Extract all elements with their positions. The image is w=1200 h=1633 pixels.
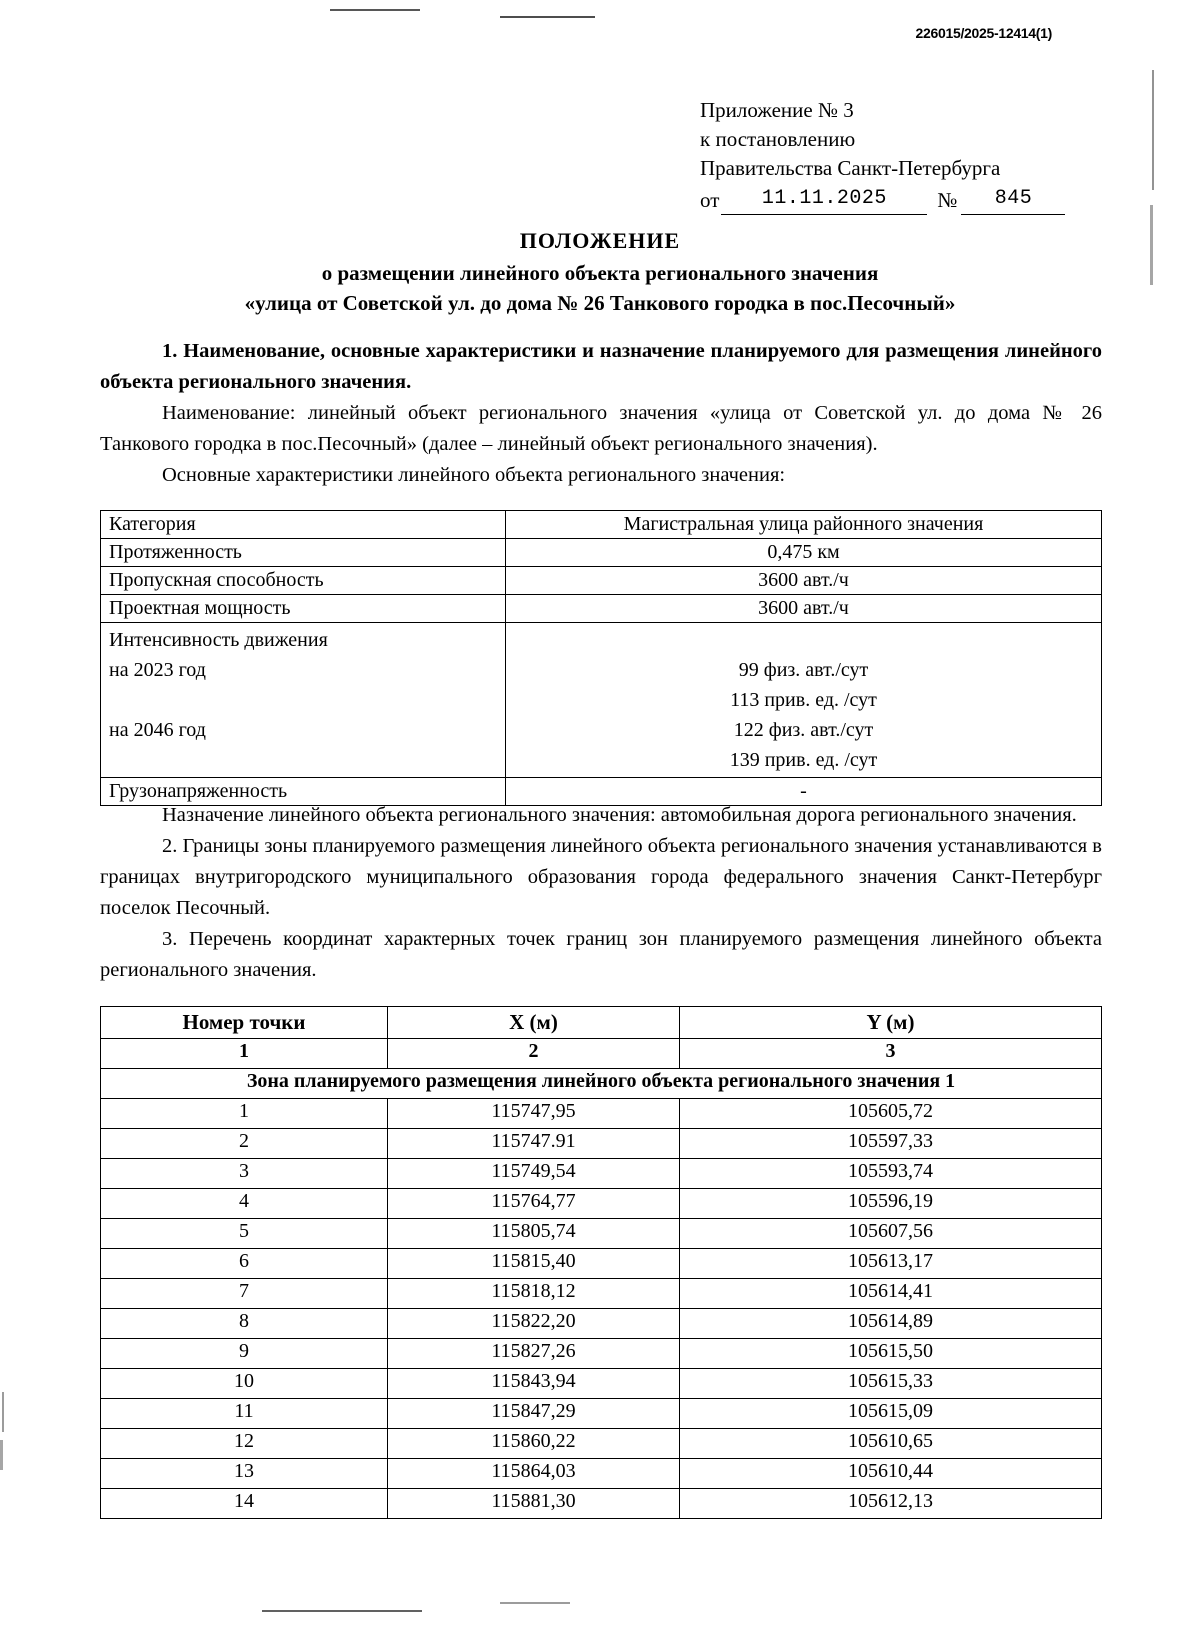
point-x: 115815,40 [388,1249,680,1279]
intensity-title: Интенсивность движения [109,629,328,651]
appendix-date-number-line [700,184,1065,215]
point-y: 105614,41 [680,1279,1102,1309]
point-number: 10 [101,1369,388,1399]
point-x: 115827,26 [388,1339,680,1369]
appendix-number-line: Приложение № 3 [700,98,854,122]
characteristic-key: Протяженность [101,539,506,567]
scan-artifact-right-upper [1152,70,1154,190]
point-number: 8 [101,1309,388,1339]
scan-artifact-left-upper [2,1392,4,1432]
characteristic-value: 3600 авт./ч [506,567,1102,595]
date-value: 11.11.2025 [721,184,927,215]
point-y: 105607,56 [680,1219,1102,1249]
column-header-y: Y (м) [680,1007,1102,1039]
date-label: от [700,188,720,212]
sections-2-3-body [100,800,1102,986]
intensity-key-cell [101,623,506,778]
point-x: 115822,20 [388,1309,680,1339]
table-row [101,1459,1102,1489]
characteristic-value: Магистральная улица районного значения [506,511,1102,539]
characteristic-value: 0,475 км [506,539,1102,567]
point-x: 115847,29 [388,1399,680,1429]
table-row [101,567,1102,595]
table-row [101,1489,1102,1519]
scan-artifact-top-center [500,16,595,18]
point-x: 115764,77 [388,1189,680,1219]
point-number: 1 [101,1099,388,1129]
point-x: 115747,95 [388,1099,680,1129]
table-row [101,1249,1102,1279]
point-number: 4 [101,1189,388,1219]
point-number: 11 [101,1399,388,1429]
title-object-name: «улица от Советской ул. до дома № 26 Танкового городка в пос.Песочный» [244,291,956,315]
point-x: 115805,74 [388,1219,680,1249]
document-title [100,228,1100,316]
point-y: 105612,13 [680,1489,1102,1519]
point-y: 105615,50 [680,1339,1102,1369]
table-row [101,1279,1102,1309]
characteristic-value: 3600 авт./ч [506,595,1102,623]
point-y: 105605,72 [680,1099,1102,1129]
point-y: 105610,44 [680,1459,1102,1489]
characteristics-table-container [100,510,1102,806]
intensity-value-cell [506,623,1102,778]
intensity-value-4: 139 прив. ед. /сут [729,749,878,771]
point-x: 115747.91 [388,1129,680,1159]
table-row [101,1399,1102,1429]
table-row [101,1309,1102,1339]
point-x: 115860,22 [388,1429,680,1459]
section-1-paragraph-2: Наименование: линейный объект регионального значения «улица от Советской ул. до дома № 26 Танкового городка в пос.Песочный» (далее – линейный объект регионального значения). [100,402,1102,455]
scan-artifact-left-lower [0,1440,3,1470]
point-number: 13 [101,1459,388,1489]
point-y: 105613,17 [680,1249,1102,1279]
column-header-point-number: Номер точки [101,1007,388,1039]
table-row [101,1219,1102,1249]
point-number: 14 [101,1489,388,1519]
section-3-paragraph: 3. Перечень координат характерных точек границ зон планируемого размещения линейного объекта регионального значения. [100,928,1102,981]
table-row [101,1099,1102,1129]
table-row [101,539,1102,567]
title-subject: о размещении линейного объекта регионального значения [321,261,879,285]
point-y: 105615,33 [680,1369,1102,1399]
intensity-year-2046: на 2046 год [109,719,206,741]
intensity-spacer [109,685,499,715]
characteristic-key: Грузонапряженность [101,778,506,806]
point-y: 105614,89 [680,1309,1102,1339]
characteristics-table [100,510,1102,806]
table-row [101,1339,1102,1369]
point-y: 105597,33 [680,1129,1102,1159]
characteristic-key: Категория [101,511,506,539]
intensity-value-3: 122 физ. авт./сут [733,719,874,741]
point-number: 3 [101,1159,388,1189]
coordinates-table-container [100,1006,1102,1519]
section-1-paragraph-1: 1. Наименование, основные характеристики и назначение планируемого для размещения линейного объекта регионального значения. [100,340,1102,393]
point-x: 115818,12 [388,1279,680,1309]
column-number-3: 3 [680,1039,1102,1069]
section-1-body [100,336,1102,491]
table-row [101,1429,1102,1459]
point-y: 105610,65 [680,1429,1102,1459]
number-label: № [937,188,958,212]
table-row [101,511,1102,539]
zone-title: Зона планируемого размещения линейного объекта регионального значения 1 [101,1069,1102,1099]
point-x: 115749,54 [388,1159,680,1189]
scan-artifact-top-left [330,9,420,11]
zone-title-row [101,1069,1102,1099]
point-x: 115843,94 [388,1369,680,1399]
document-registration-code: 226015/2025-12414(1) [915,25,1052,41]
point-x: 115881,30 [388,1489,680,1519]
purpose-paragraph: Назначение линейного объекта регионального значения: автомобильная дорога регионального значения. [162,804,1077,826]
column-number-row [101,1039,1102,1069]
intensity-value-1: 99 физ. авт./сут [738,659,869,681]
table-row [101,1129,1102,1159]
point-x: 115864,03 [388,1459,680,1489]
table-row [101,1369,1102,1399]
title-main: ПОЛОЖЕНИЕ [519,228,681,253]
column-number-2: 2 [388,1039,680,1069]
table-header-row [101,1007,1102,1039]
point-number: 2 [101,1129,388,1159]
scan-artifact-bottom-center [500,1602,570,1604]
point-number: 5 [101,1219,388,1249]
column-number-1: 1 [101,1039,388,1069]
scan-artifact-right-lower [1150,205,1153,285]
intensity-value-2: 113 прив. ед. /сут [730,689,877,711]
intensity-year-2023: на 2023 год [109,659,206,681]
appendix-government-line: Правительства Санкт-Петербурга [700,156,1001,180]
column-header-x: X (м) [388,1007,680,1039]
number-value: 845 [961,184,1065,215]
point-number: 7 [101,1279,388,1309]
characteristic-value: - [506,778,1102,806]
point-y: 105615,09 [680,1399,1102,1429]
appendix-header [700,96,1065,215]
table-row [101,595,1102,623]
table-row [101,1189,1102,1219]
section-2-paragraph: 2. Границы зоны планируемого размещения линейного объекта регионального значения устанавливаются в границах внутригородского муниципального образования города федерального значения Санкт-Петербург поселок Песочный. [100,835,1102,919]
table-row-intensity [101,623,1102,778]
point-number: 9 [101,1339,388,1369]
coordinates-table [100,1006,1102,1519]
table-row [101,1159,1102,1189]
appendix-to-decree-line: к постановлению [700,127,856,151]
point-number: 12 [101,1429,388,1459]
point-y: 105593,74 [680,1159,1102,1189]
characteristic-key: Пропускная способность [101,567,506,595]
characteristic-key: Проектная мощность [101,595,506,623]
section-1-paragraph-3: Основные характеристики линейного объекта регионального значения: [162,464,786,486]
point-y: 105596,19 [680,1189,1102,1219]
scan-artifact-bottom-left [262,1610,422,1612]
point-number: 6 [101,1249,388,1279]
